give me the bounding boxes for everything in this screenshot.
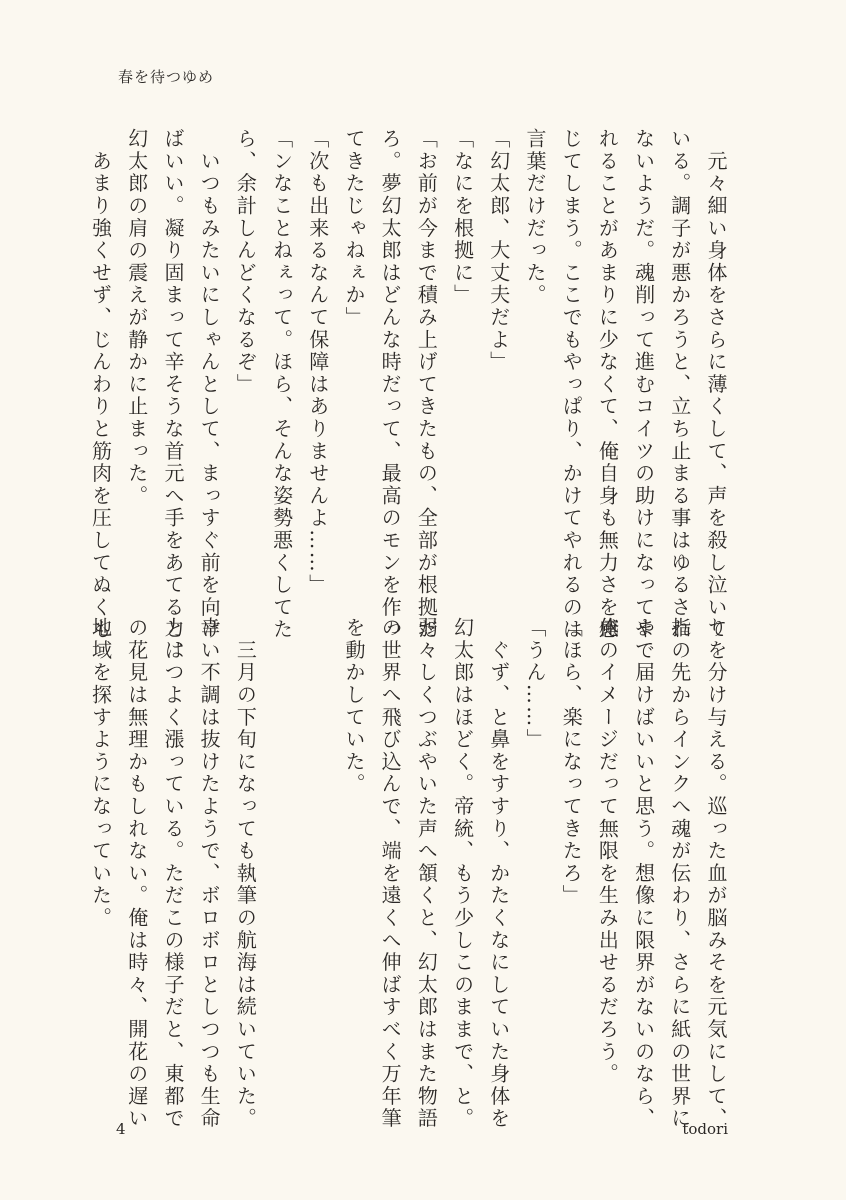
author-name: todori bbox=[682, 1120, 728, 1138]
page-number: 4 bbox=[116, 1120, 126, 1138]
running-header-title: 春を待つゆめ bbox=[118, 68, 215, 86]
body-text-upper: 元々細い身体をさらに薄くして、声を殺し泣いて いる。調子が悪かろうと、立ち止まる事はゆるされ ないようだ。魂削って進むコイツの助けになってや れることがあまりに少なくて、俺自身も無力さを感 じてしまう。ここでもやっぱり、かけてやれるのは 言葉だけだった。 「幻太郎、大丈夫だよ」 「なにを根拠に」 「お前が今まで積み上げてきたもの、全部が根拠だ ろ。夢幻太郎はどんな時だって、最高のモンを作っ てきたじゃねぇか」 「次も出来るなんて保障はありませんよ……」 「ンなことねぇって。ほら、そんな姿勢悪くしてた ら、余計しんどくなるぞ」 いつもみたいにしゃんとして、まっすぐ前を向け ばいい。凝り固まって辛そうな首元へ手をあてると、 幻太郎の肩の震えが静かに止まった。 あまり強くせず、じんわりと筋肉を圧してぬくも bbox=[88, 128, 728, 664]
body-text-lower: りを分け与える。巡った血が脳みそを元気にして、 指の先からインクへ魂が伝わり、さらに紙の世界に まで届けばいいと思う。想像に限界がないのなら、 俺のイメージだって無限を生み出せるだろう。 「ほら、楽になってきたろ」 「うん……」 ぐず、と鼻をすすり、かたくなにしていた身体を 幻太郎はほどく。帝統、もう少しこのままで、と。 弱々しくつぶやいた声へ頷くと、幻太郎はまた物語 の世界へ飛び込んで、端を遠くへ伸ばすべく万年筆 を動かしていた。 三月の下旬になっても執筆の航海は続いていた。 幸い不調は抜けたようで、ボロボロとしつつも生命 力はつよく漲っている。ただこの様子だと、東都で の花見は無理かもしれない。俺は時々、開花の遅い 地域を探すようになっていた。 bbox=[88, 617, 728, 1130]
